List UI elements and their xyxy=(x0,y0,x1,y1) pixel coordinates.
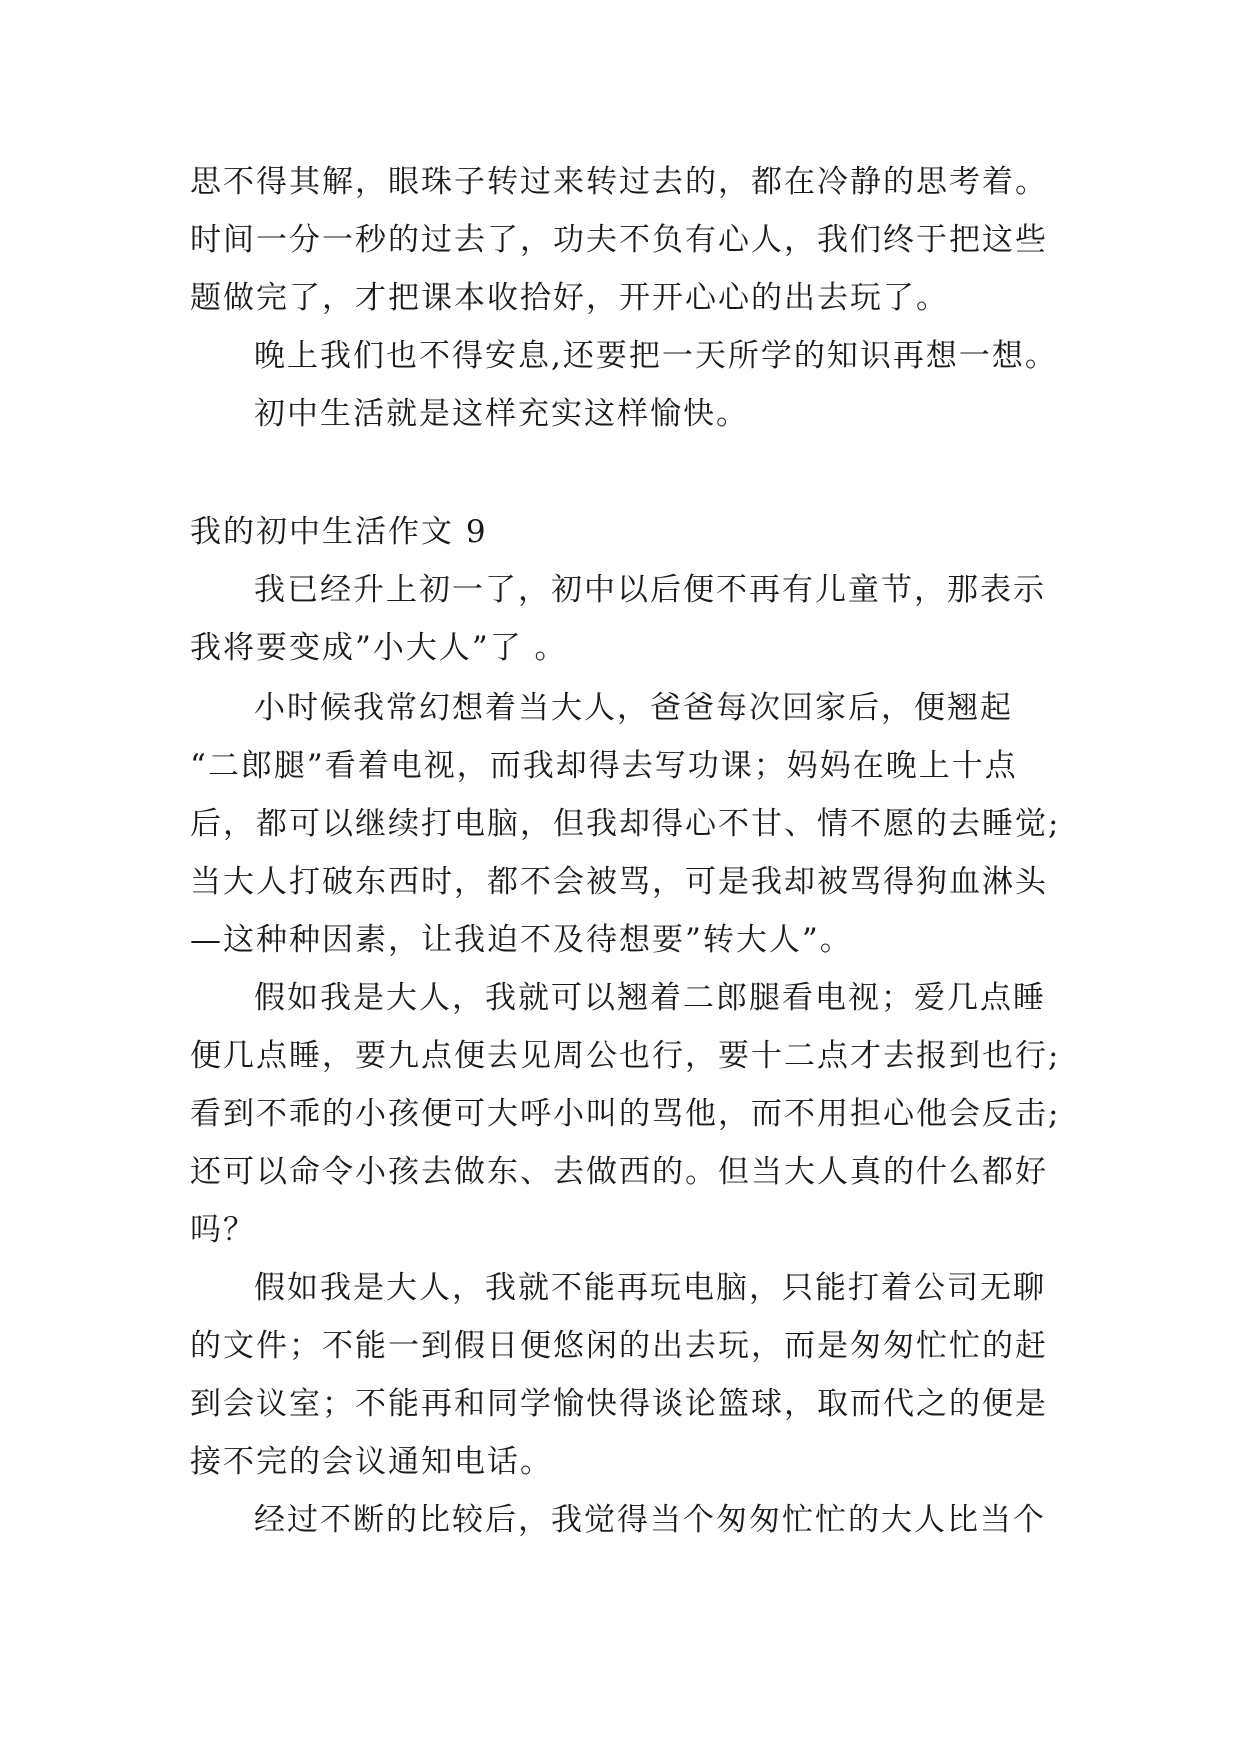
text-line: 时间一分一秒的过去了，功夫不负有心人，我们终于把这些 xyxy=(190,222,1048,258)
text-line: 假如我是大人，我就可以翘着二郎腿看电视；爱几点睡 xyxy=(254,980,1046,1016)
text-line: 接不完的会议通知电话。 xyxy=(190,1444,553,1480)
text-line: 的文件；不能一到假日便悠闲的出去玩，而是匆匆忙忙的赶 xyxy=(190,1328,1048,1364)
text-line: 假如我是大人，我就不能再玩电脑，只能打着公司无聊 xyxy=(254,1270,1046,1306)
essay-title: 我的初中生活作文 9 xyxy=(190,514,488,550)
text-line: 我已经升上初一了，初中以后便不再有儿童节，那表示 xyxy=(254,572,1046,608)
text-line: 题做完了，才把课本收拾好，开开心心的出去玩了。 xyxy=(190,280,949,316)
text-line: 思不得其解，眼珠子转过来转过去的，都在冷静的思考着。 xyxy=(190,164,1048,200)
text-line: 吗？ xyxy=(190,1212,256,1248)
text-line: 便几点睡，要九点便去见周公也行，要十二点才去报到也行; xyxy=(190,1038,1061,1074)
text-line: 经过不断的比较后，我觉得当个匆匆忙忙的大人比当个 xyxy=(254,1502,1046,1538)
text-line: 后，都可以继续打电脑，但我却得心不甘、情不愿的去睡觉; xyxy=(190,806,1061,842)
paragraph-life: 初中生活就是这样充实这样愉快。 xyxy=(254,396,749,432)
text-line: 我将要变成”小大人”了 。 xyxy=(190,630,568,666)
text-line: 还可以命令小孩去做东、去做西的。但当大人真的什么都好 xyxy=(190,1154,1048,1190)
paragraph-night: 晚上我们也不得安息,还要把一天所学的知识再想一想。 xyxy=(254,338,1058,374)
text-line: 看到不乖的小孩便可大呼小叫的骂他，而不用担心他会反击; xyxy=(190,1096,1061,1132)
text-line: —这种种因素，让我迫不及待想要”转大人”。 xyxy=(190,922,853,958)
text-line: 到会议室；不能再和同学愉快得谈论篮球，取而代之的便是 xyxy=(190,1386,1048,1422)
text-line: 当大人打破东西时，都不会被骂，可是我却被骂得狗血淋头 xyxy=(190,864,1048,900)
text-line: “二郎腿”看着电视，而我却得去写功课；妈妈在晚上十点 xyxy=(190,748,1018,784)
text-line: 小时候我常幻想着当大人，爸爸每次回家后，便翘起 xyxy=(254,690,1013,726)
